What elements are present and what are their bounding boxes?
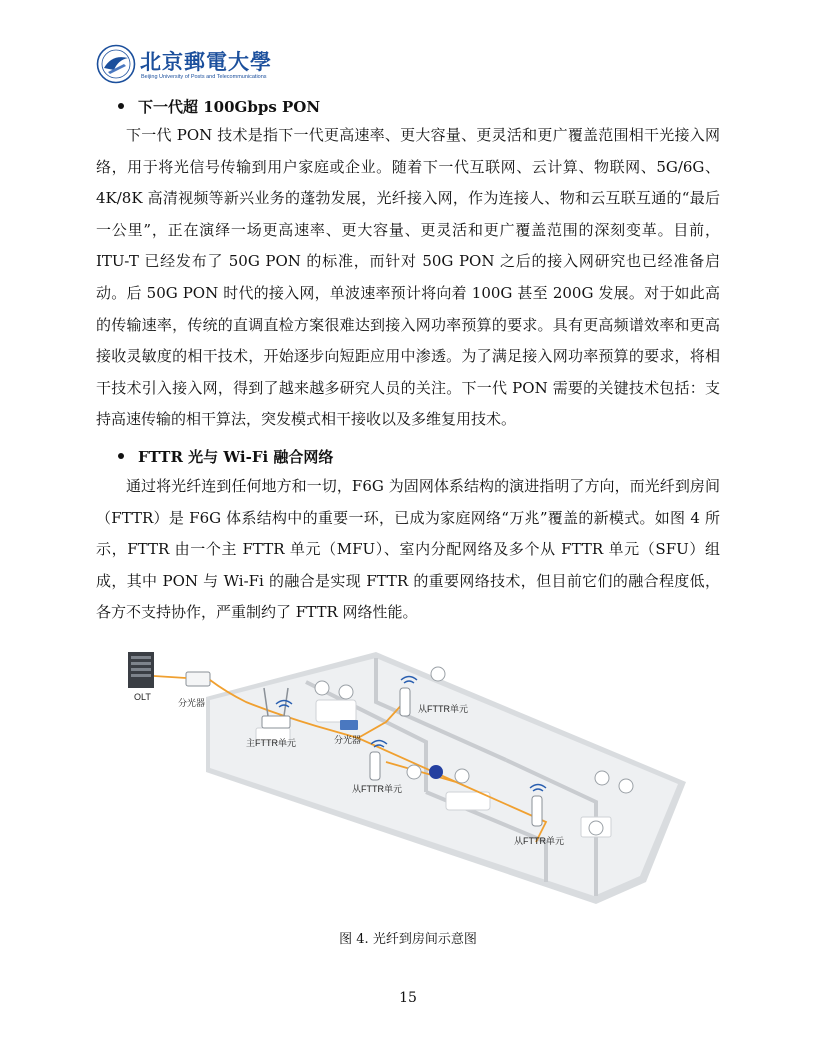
figure-caption: 图 4. 光纤到房间示意图	[339, 932, 477, 947]
university-seal-icon	[96, 44, 136, 84]
device-icon	[315, 681, 329, 695]
label-sub-unit-2: 从FTTR单元	[352, 784, 402, 794]
device-icon	[619, 779, 633, 793]
label-sub-unit-1: 从FTTR单元	[418, 704, 468, 714]
university-logo	[96, 44, 272, 88]
label-splitter-1: 分光器	[178, 698, 206, 708]
bullet-icon	[118, 103, 124, 109]
sub-fttr-unit-icon	[400, 688, 410, 716]
label-sub-unit-3: 从FTTR单元	[514, 836, 564, 846]
splitter-box-icon	[340, 720, 358, 730]
section-heading-pon	[118, 96, 320, 117]
device-icon	[339, 685, 353, 699]
bullet-icon	[118, 453, 124, 459]
label-main-unit: 主FTTR单元	[246, 738, 296, 748]
device-icon	[429, 765, 443, 779]
device-icon	[589, 821, 603, 835]
splitter-box-icon	[186, 672, 210, 686]
sub-fttr-unit-icon	[532, 796, 542, 826]
logo-chinese-name: 北京郵電大學	[140, 49, 272, 74]
label-splitter-2: 分光器	[334, 735, 362, 745]
heading-text: 下一代超 100Gbps PON	[138, 98, 321, 116]
device-icon	[407, 765, 421, 779]
section-heading-fttr	[118, 446, 333, 467]
page-number: 15	[399, 990, 417, 1006]
device-icon	[431, 667, 445, 681]
heading-text: FTTR 光与 Wi-Fi 融合网络	[138, 448, 334, 466]
logo-english-name: Beijing University of Posts and Telecommunications	[141, 74, 267, 80]
paragraph-pon: 下一代 PON 技术是指下一代更高速率、更大容量、更灵活和更广覆盖范围相干光接入网络，用于将光信号传输到用户家庭或企业。随着下一代互联网、云计算、物联网、5G/6G、4K/8K 高清视频等新兴业务的蓬勃发展，光纤接入网，作为连接人、物和云互联互通的“最后一公里”，正在演绎一场更高速率、更大容量、更灵活和更广覆盖范围的深刻变革。目前，ITU-T 已经发布了 50G PON 的标准，而针对 50G PON 之后的接入网研究也已经准备启动。后 50G PON 时代的接入网，单波速率预计将向着 100G 甚至 200G 发展。对于如此高的传输速率，传统的直调直检方案很难达到接入网功率预算的要求。具有更高频谱效率和更高接收灵敏度的相干技术，开始逐步向短距应用中渗透。为了满足接入网功率预算的要求，将相干技术引入接入网，得到了越来越多研究人员的关注。下一代 PON 需要的关键技术包括：支持高速传输的相干算法，突发模式相干接收以及多维复用技术。	[96, 126, 720, 429]
sub-fttr-unit-icon	[370, 752, 380, 780]
paragraph-fttr: 通过将光纤连到任何地方和一切，F6G 为固网体系结构的演进指明了方向，而光纤到房间（FTTR）是 F6G 体系结构中的重要一环，已成为家庭网络“万兆”覆盖的新模式。如图 4 所示，FTTR 由一个主 FTTR 单元（MFU）、室内分配网络及多个从 FTTR 单元（SFU）组成，其中 PON 与 Wi-Fi 的融合是实现 FTTR 的重要网络技术，但目前它们的融合程度低，各方不支持协作，严重制约了 FTTR 网络性能。	[96, 477, 720, 622]
label-olt: OLT	[134, 692, 151, 702]
device-icon	[455, 769, 469, 783]
device-icon	[595, 771, 609, 785]
fttr-diagram	[126, 642, 692, 910]
olt-rack-icon	[128, 652, 154, 688]
